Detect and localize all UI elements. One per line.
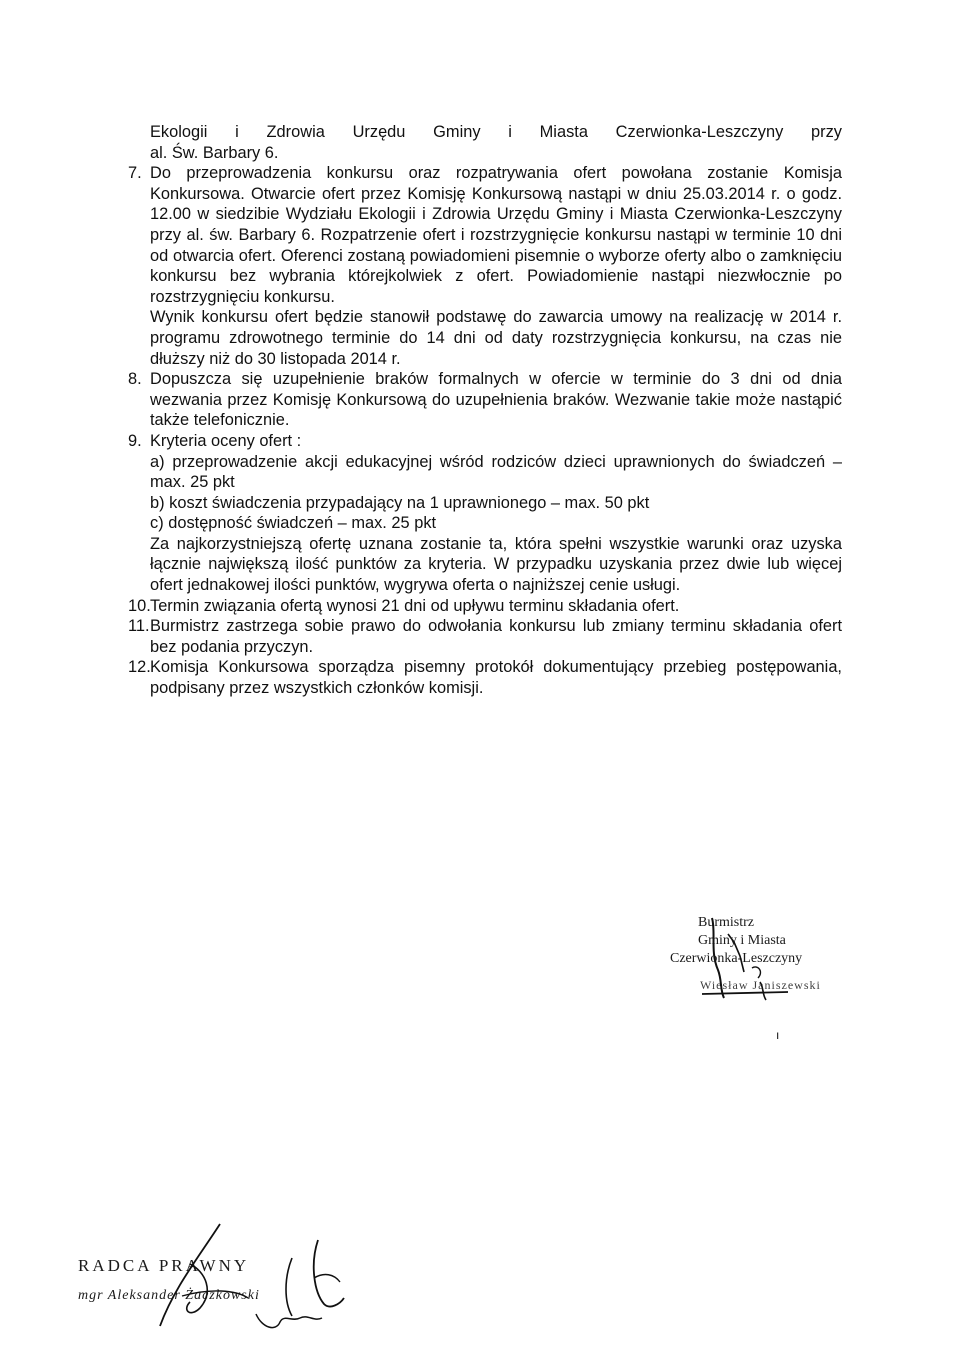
mayor-stamp — [640, 912, 860, 1002]
item-9-criterion-c: c) dostępność świadczeń – max. 25 pkt — [150, 514, 437, 533]
item-number: 7. — [128, 164, 142, 183]
item-number: 10. — [128, 596, 151, 615]
item-9-criterion-a: a) przeprowadzenie akcji edukacyjnej wśród rodziców dzieci uprawnionych do świadczeń – max. 25 pkt — [150, 452, 842, 492]
item-9-criterion-b: b) koszt świadczenia przypadający na 1 uprawnionego – max. 50 pkt — [150, 493, 650, 512]
stamp-line-3: Czerwionka-Leszczyny — [670, 951, 803, 966]
radca-name: mgr Aleksander Żaczkowski — [78, 1288, 260, 1303]
mayor-signature-icon — [640, 912, 860, 1002]
stamp-line-4: Wiesław Janiszewski — [700, 978, 821, 992]
item-7-paragraph-1: Do przeprowadzenia konkursu oraz rozpatrywania ofert powołana zostanie Komisja Konkursowa. Otwarcie ofert przez Komisję Konkursową nastąpi w dniu 25.03.2014 r. o godz. 12.00 w siedzibie Wydziału Ekologii i Zdrowia Urzędu Gminy i Miasta Czerwionka-Leszczyny przy al. św. Barbary 6. Rozpatrzenie ofert i rozstrzygnięcie konkursu nastąpi w terminie 10 dni od otwarcia ofert. Oferenci zostaną powiadomieni pisemnie o wyborze oferty albo o zamknięciu konkursu bez wybrania którejkolwiek z ofert. Powiadomienie nastąpi niezwłocznie po rozstrzygnięciu konkursu. — [150, 164, 842, 306]
item-7-paragraph-2: Wynik konkursu ofert będzie stanowił podstawę do zawarcia umowy na realizację w 2014 r. programu zdrowotnego terminie do 14 dni od daty rozstrzygnięcia konkursu, na czas nie dłuższy niż do 30 listopada 2014 r. — [150, 308, 842, 368]
item-11-paragraph-1: Burmistrz zastrzega sobie prawo do odwołania konkursu lub zmiany terminu składania ofert bez podania przyczyn. — [150, 617, 842, 656]
list-item-8 — [112, 369, 842, 431]
item-12-paragraph-1: Komisja Konkursowa sporządza pisemny protokół dokumentujący przebieg postępowania, podpisany przez wszystkich członków komisji. — [150, 658, 842, 698]
intro-line-1: Ekologii i Zdrowia Urzędu Gminy i Miasta Czerwionka-Leszczyny przy — [150, 123, 842, 141]
item-10-paragraph-1: Termin związania ofertą wynosi 21 dni od upływu terminu składania ofert. — [150, 596, 680, 615]
legal-counsel-stamp — [78, 1218, 378, 1338]
list-item-12 — [112, 657, 842, 698]
stamp-line-1: Burmistrz — [698, 915, 754, 930]
list-item-9 — [112, 431, 842, 596]
item-9-paragraph-5: Za najkorzystniejszą ofertę uznana zostanie ta, która spełni wszystkie warunki oraz uzyska łącznie największą ilość punktów za kryteria. W przypadku uzyskania przez dwie lub więcej ofert jednakowej ilości punktów, wygrywa oferta o najniższej cenie usługi. — [150, 534, 842, 595]
item-number: 8. — [128, 370, 142, 389]
tick-mark-icon: ı — [776, 1028, 780, 1042]
item-number: 11. — [128, 617, 150, 636]
intro-item — [112, 122, 842, 163]
item-8-paragraph-1: Dopuszcza się uzupełnienie braków formalnych w ofercie w terminie do 3 dni od dnia wezwania przez Komisję Konkursową do uzupełnienia braków. Wezwanie takie może nastąpić także telefonicznie. — [150, 370, 842, 430]
list-item-10 — [112, 596, 842, 617]
stamp-line-2: Gminy i Miasta — [698, 933, 786, 948]
document-body — [112, 122, 842, 699]
list-item-7 — [112, 163, 842, 369]
item-number: 12. — [128, 658, 151, 677]
radca-title: RADCA PRAWNY — [78, 1256, 250, 1275]
legal-counsel-signature-icon — [78, 1218, 378, 1338]
list-item-11 — [112, 616, 842, 657]
item-9-paragraph-1: Kryteria oceny ofert : — [150, 431, 302, 450]
item-number: 9. — [128, 431, 142, 450]
intro-line-2: al. Św. Barbary 6. — [150, 143, 279, 162]
